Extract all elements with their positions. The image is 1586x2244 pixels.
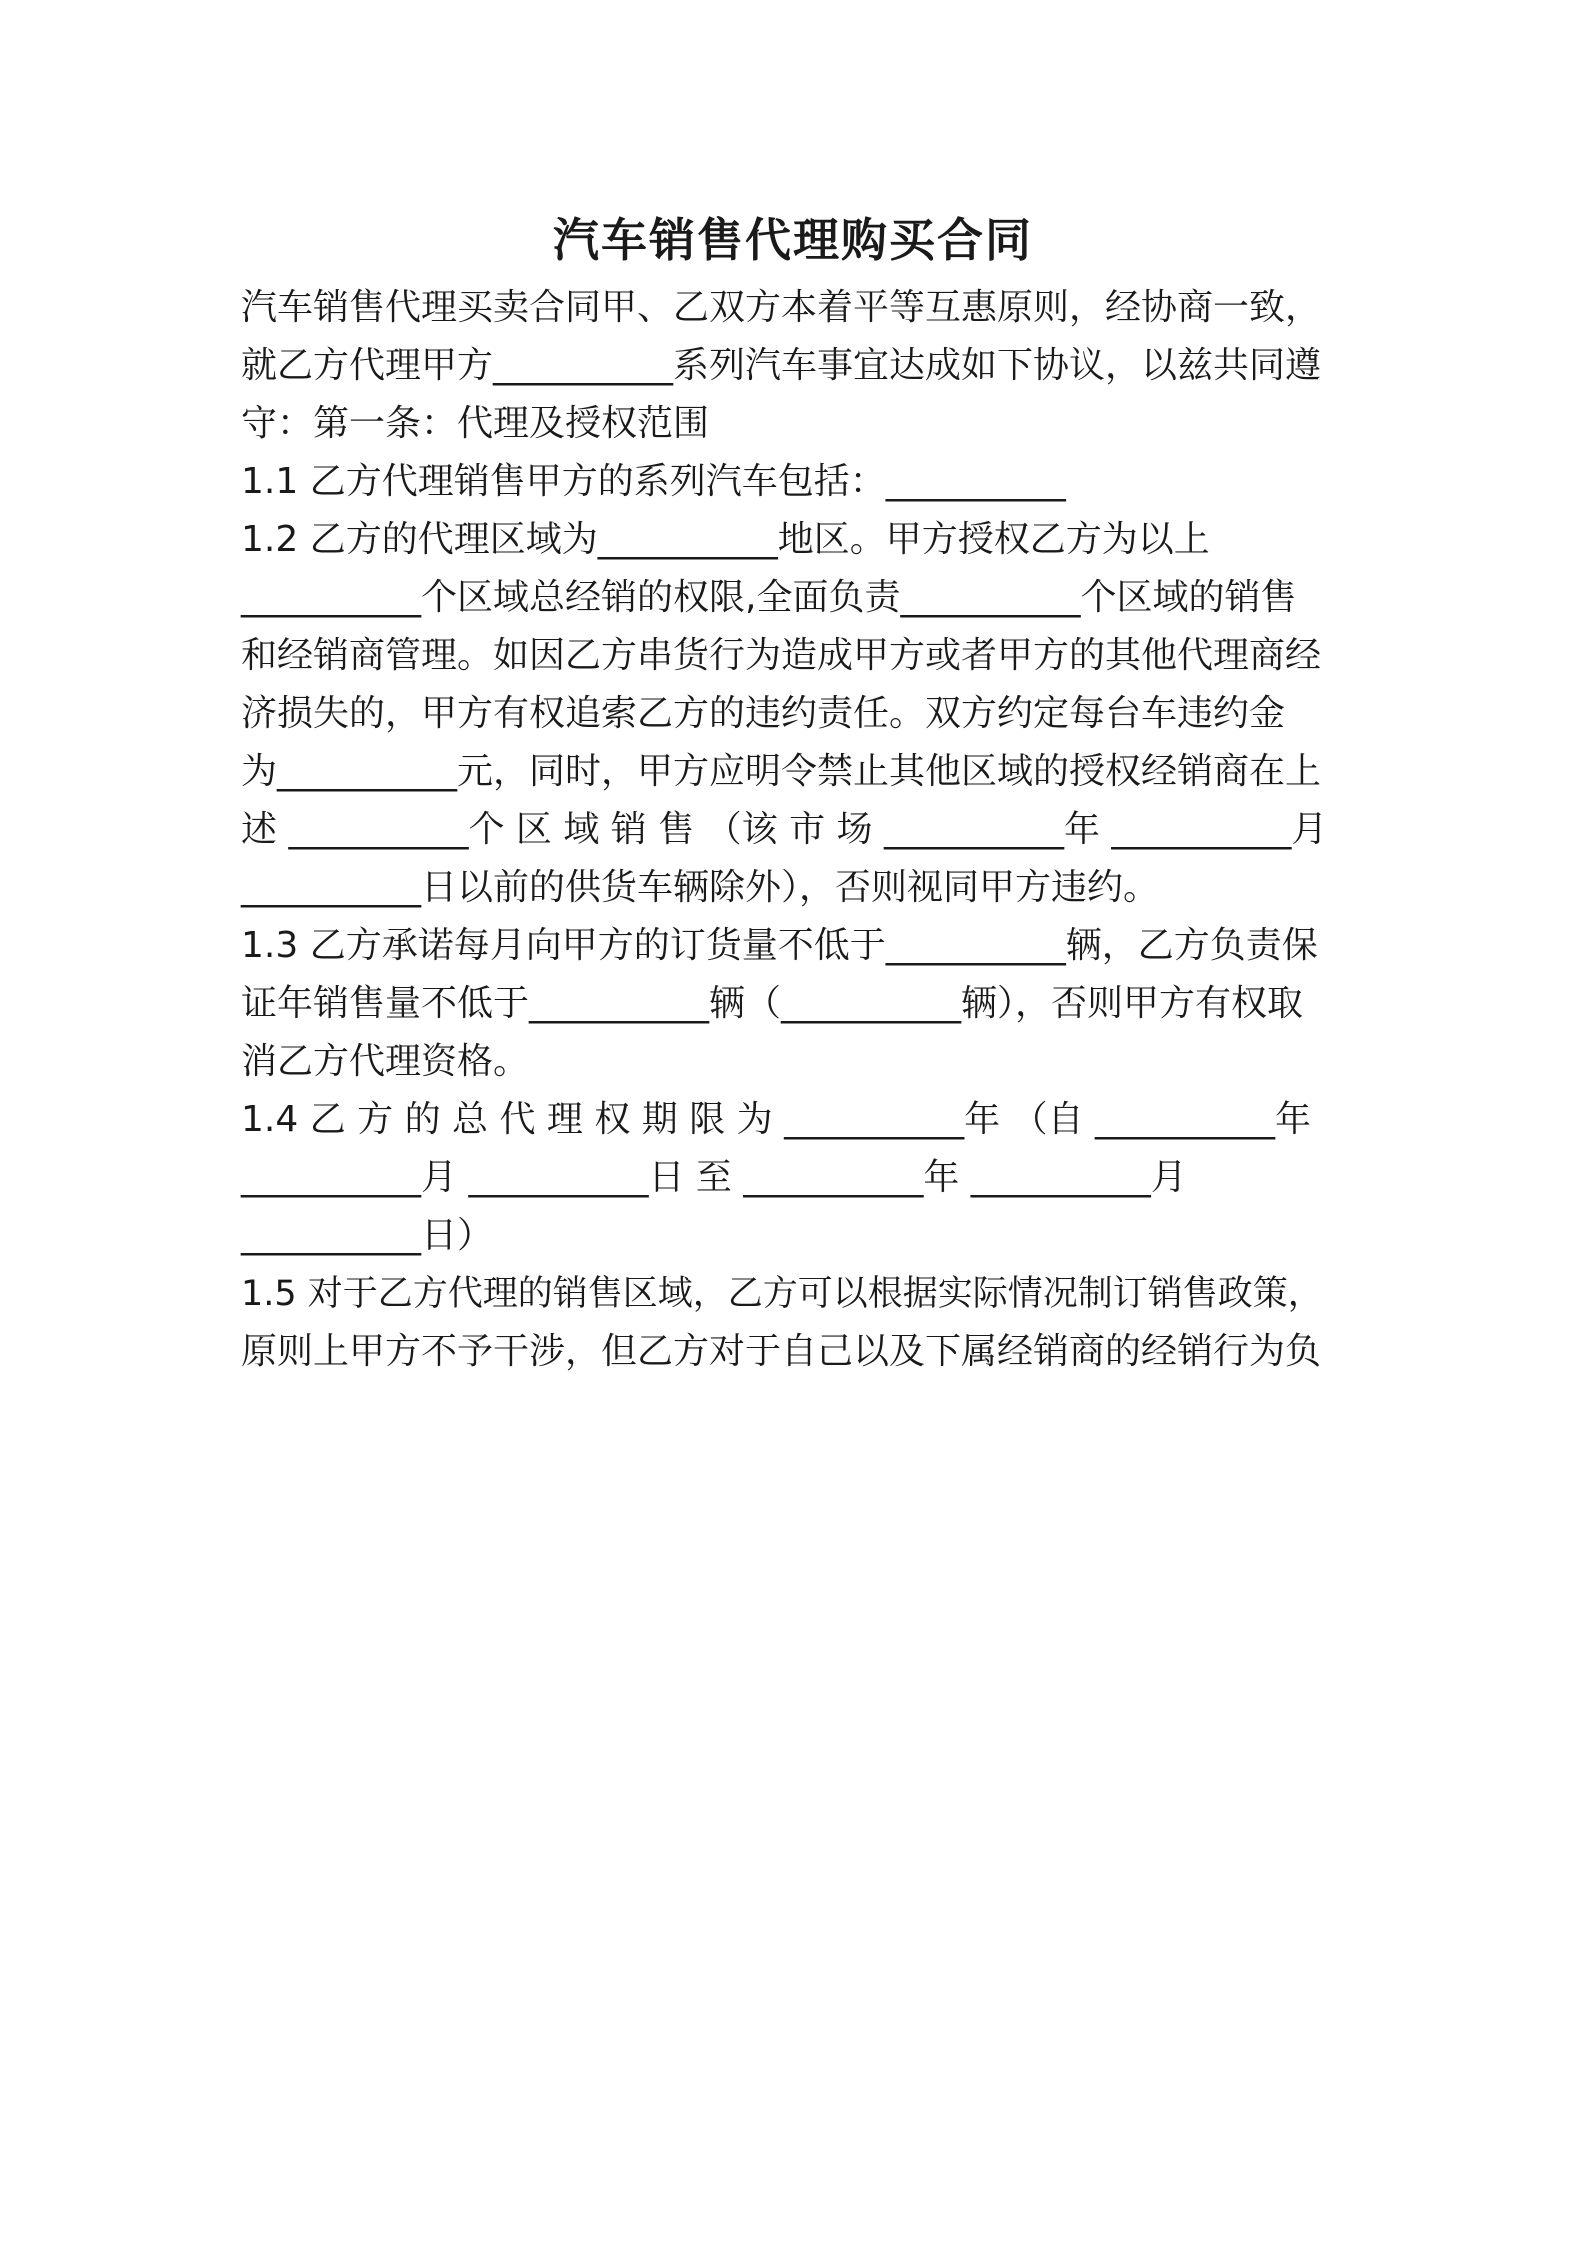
text-line: 和经销商管理。如因乙方串货行为造成甲方或者甲方的其他代理商经	[241, 635, 1322, 676]
text-line: __________日以前的供货车辆除外），否则视同甲方违约。	[241, 867, 1160, 908]
text-line: 1.3 乙方承诺每月向甲方的订货量不低于__________辆，乙方负责保	[241, 925, 1318, 966]
text-line: 守：第一条：代理及授权范围	[241, 403, 710, 444]
text-line: 为__________元，同时，甲方应明令禁止其他区域的授权经销商在上	[241, 751, 1322, 792]
document-title: 汽车销售代理购买合同	[553, 213, 1033, 267]
text-line: __________个区域总经销的权限,全面负责__________个区域的销售	[241, 577, 1297, 618]
text-line: __________月 __________日 至 __________年 __________月	[241, 1157, 1187, 1198]
text-line: 证年销售量不低于__________辆（__________辆），否则甲方有权取	[241, 983, 1304, 1024]
text-line: 1.1 乙方代理销售甲方的系列汽车包括：__________	[241, 461, 1066, 502]
text-line: __________日）	[241, 1215, 494, 1256]
text-line: 1.5 对于乙方代理的销售区域，乙方可以根据实际情况制订销售政策，	[241, 1274, 1323, 1314]
text-line: 济损失的，甲方有权追索乙方的违约责任。双方约定每台车违约金	[241, 693, 1286, 734]
text-line: 就乙方代理甲方__________系列汽车事宜达成如下协议，以兹共同遵	[241, 345, 1322, 386]
text-line: 述 __________个 区 域 销 售 （该 市 场 __________年 __________月	[241, 809, 1328, 850]
text-line: 汽车销售代理买卖合同甲、乙双方本着平等互惠原则，经协商一致，	[241, 287, 1322, 328]
text-line: 消乙方代理资格。	[241, 1041, 530, 1082]
text-line: 1.2 乙方的代理区域为__________地区。甲方授权乙方为以上	[241, 519, 1210, 560]
text-line: 1.4 乙 方 的 总 代 理 权 期 限 为 __________年 （自 __________年	[241, 1099, 1312, 1140]
text-line: 原则上甲方不予干涉，但乙方对于自己以及下属经销商的经销行为负	[241, 1331, 1322, 1372]
